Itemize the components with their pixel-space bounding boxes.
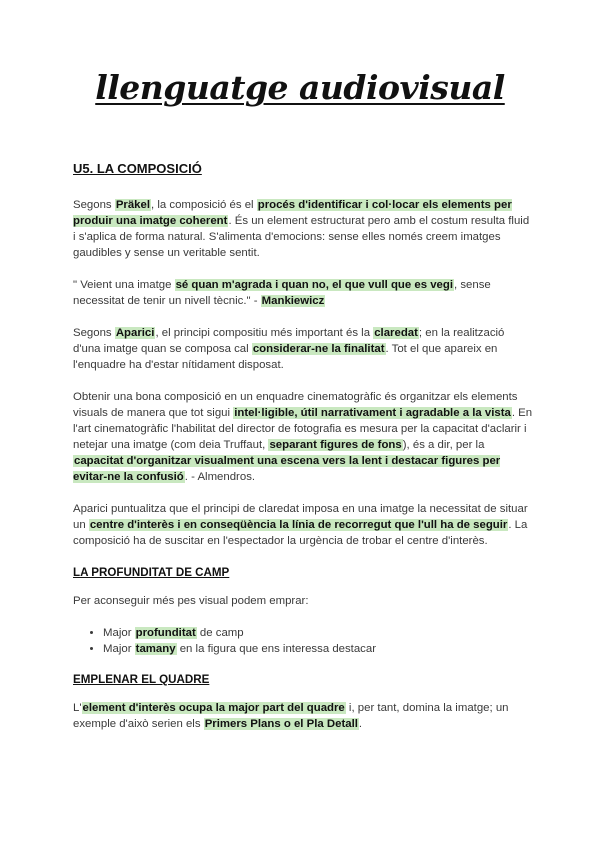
text-run: de camp (196, 627, 244, 639)
section-heading: U5. LA COMPOSICIÓ (73, 161, 202, 176)
text-run: . En l'art cinematogràfic l'habilitat del director de fotografia es mesura per la capacitat d'aclarir i netejar una imatge (com deia Truffaut, (73, 407, 533, 451)
text-run: Segons (73, 199, 115, 211)
highlight: capacitat d'organitzar visualment una escena vers la lent i destacar figures per evitar-ne la confusió (73, 455, 501, 483)
list-item (103, 625, 533, 641)
paragraph-aparici (73, 325, 533, 373)
bullet-list (73, 625, 533, 657)
subheading-depth-of-field: LA PROFUNDITAT DE CAMP (73, 566, 230, 579)
highlight: Präkel (115, 199, 151, 211)
highlight: sé quan m'agrada i quan no, el que vull que es vegi (175, 279, 453, 291)
highlight: procés d'identificar i col·locar els elements per produir una imatge coherent (73, 199, 512, 227)
paragraph-prakel (73, 197, 533, 261)
text-run: Major (103, 643, 135, 655)
text-run: Major (103, 627, 135, 639)
highlight: claredat (374, 327, 418, 339)
text-run: , sense necessitat de tenir un nivell tècnic." - (73, 279, 491, 307)
document-title: llenguatge audiovisual (95, 68, 505, 107)
highlight: centre d'interès i en conseqüència la línia de recorregut que l'ull ha de seguir (89, 519, 508, 531)
text-run: , el principi compositiu més important és la (155, 327, 374, 339)
highlight: profunditat (135, 627, 196, 639)
paragraph-center-of-interest (73, 501, 533, 549)
highlight: separant figures de fons (269, 439, 402, 451)
text-run: en la figura que ens interessa destacar (176, 643, 377, 655)
text-run: L' (73, 702, 82, 714)
paragraph-fill-frame (73, 700, 533, 732)
subheading-fill-frame: EMPLENAR EL QUADRE (73, 673, 210, 686)
highlight: Primers Plans o el Pla Detall (204, 718, 358, 730)
text-run: . - Almendros. (184, 471, 256, 483)
list-item (103, 641, 533, 657)
highlight: considerar-ne la finalitat (252, 343, 385, 355)
paragraph-composition (73, 389, 533, 485)
text-run: Segons (73, 327, 115, 339)
text-run: ), és a dir, per la (402, 439, 485, 451)
highlight: tamany (135, 643, 176, 655)
paragraph-visual-weight: Per aconseguir més pes visual podem emprar: (73, 595, 309, 607)
text-run: , la composició és el (151, 199, 257, 211)
highlight: element d'interès ocupa la major part del quadre (82, 702, 345, 714)
text-run: Aparici puntualitza que el principi de claredat imposa en una imatge la necessitat de situar un (73, 503, 528, 531)
highlight: intel·ligible, útil narrativament i agradable a la vista (234, 407, 511, 419)
text-run: . Tot el que apareix en l'enquadre ha d'estar nítidament disposat. (73, 343, 498, 371)
highlight: Mankiewicz (261, 295, 325, 307)
text-run: . (358, 718, 363, 730)
document-body (73, 160, 533, 748)
text-run: i, per tant, domina la imatge; un exemple d'això serien els (73, 702, 509, 730)
text-run: Obtenir una bona composició en un enquadre cinematogràfic és organitzar els elements visuals de manera que tot sigui (73, 391, 518, 419)
highlight: Aparici (115, 327, 155, 339)
text-run: " Veient una imatge (73, 279, 175, 291)
text-run: . És un element estructurat pero amb el costum resulta fluid i s'aplica de forma natural. S'alimenta d'emocions: sense elles només creem imatges gaudibles y sense un veritable sentit. (73, 215, 530, 259)
text-run: . La composició ha de suscitar en l'espectador la urgència de trobar el centre d'interès. (73, 519, 528, 547)
paragraph-quote (73, 277, 533, 309)
text-run: ; en la realització d'una imatge quan se composa cal (73, 327, 505, 355)
